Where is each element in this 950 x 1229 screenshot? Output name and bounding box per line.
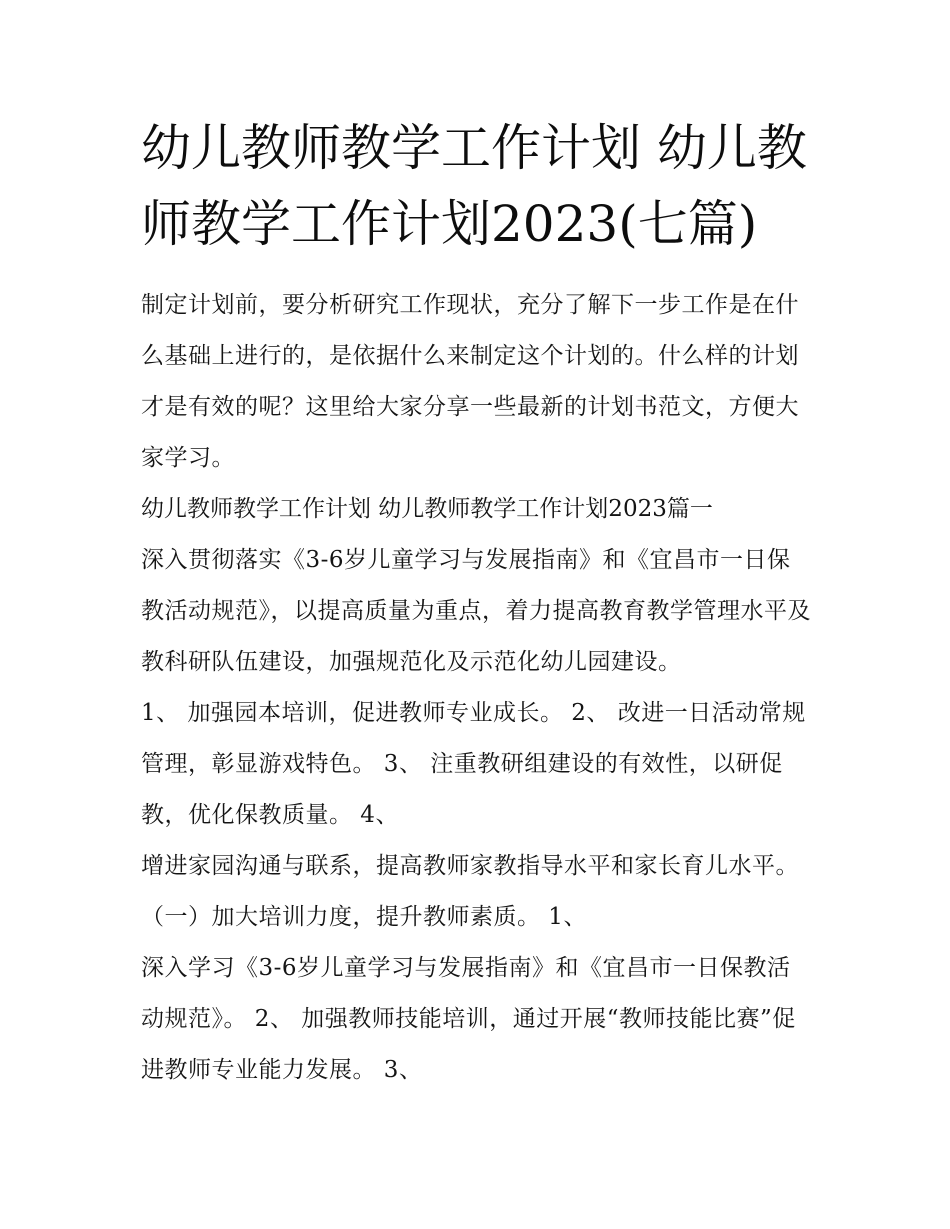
body-paragraph-4: 深入学习《3-6岁儿童学习与发展指南》和《宜昌市一日保教活动规范》。 2、 加强教师技能培训，通过开展“教师技能比赛”促进教师专业能力发展。 3、 bbox=[141, 955, 796, 1083]
body-paragraph-3: 增进家园沟通与联系，提高教师家教指导水平和家长育儿水平。 （一）加大培训力度，提升教师素质。 1、 bbox=[141, 853, 799, 930]
document-title bbox=[141, 110, 813, 262]
body-paragraph-2: 1、 加强园本培训，促进教师专业成长。 2、 改进一日活动常规管理，彰显游戏特色。 3、 注重教研组建设的有效性，以研促教，优化保教质量。 4、 bbox=[141, 700, 806, 828]
document-content bbox=[141, 110, 813, 1096]
section-heading: 幼儿教师教学工作计划 幼儿教师教学工作计划2023篇一 bbox=[141, 496, 713, 522]
intro-paragraph: 制定计划前，要分析研究工作现状，充分了解下一步工作是在什么基础上进行的，是依据什么来制定这个计划的。什么样的计划才是有效的呢？这里给大家分享一些最新的计划书范文，方便大家学习。 bbox=[141, 292, 799, 471]
document-title-text: 幼儿教师教学工作计划 幼儿教师教学工作计划2023(七篇) bbox=[141, 119, 807, 253]
body-paragraph-1: 深入贯彻落实《3-6岁儿童学习与发展指南》和《宜昌市一日保教活动规范》，以提高质量为重点，着力提高教育教学管理水平及教科研队伍建设，加强规范化及示范化幼儿园建设。 bbox=[141, 547, 811, 675]
